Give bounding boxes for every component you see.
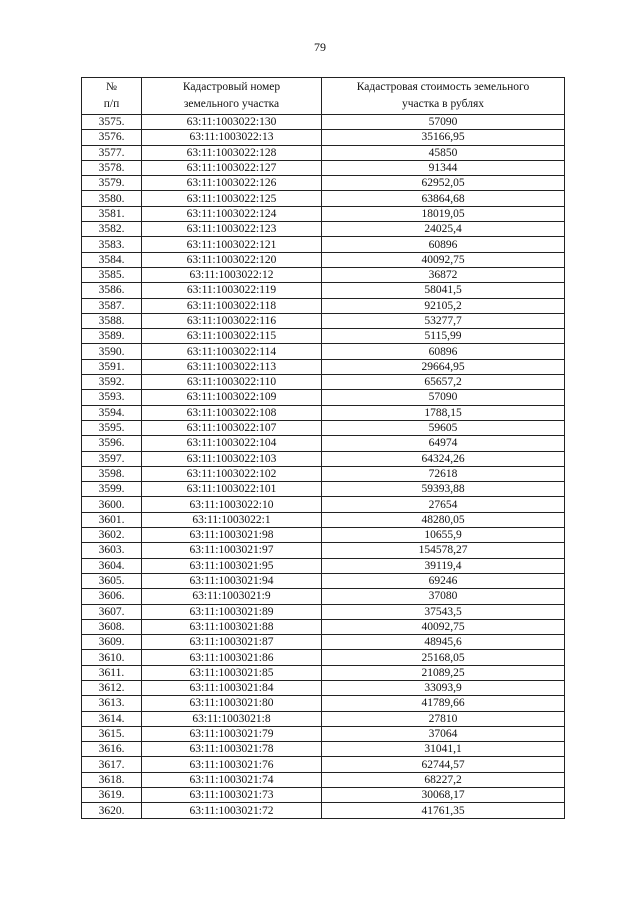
table-row (82, 390, 565, 405)
row-number-cell: 3616. (82, 742, 142, 757)
cadastral-value-cell: 10655,9 (322, 528, 565, 543)
row-number-cell: 3614. (82, 711, 142, 726)
cadastral-number-cell: 63:11:1003021:86 (142, 650, 322, 665)
cadastral-value-cell: 25168,05 (322, 650, 565, 665)
table-row (82, 604, 565, 619)
table-row (82, 497, 565, 512)
row-number-cell: 3586. (82, 283, 142, 298)
table-row (82, 558, 565, 573)
cadastral-value-cell: 40092,75 (322, 252, 565, 267)
cadastral-value-cell: 69246 (322, 573, 565, 588)
cadastral-number-cell: 63:11:1003022:126 (142, 176, 322, 191)
header-line: Кадастровый номер (182, 81, 281, 93)
cadastral-number-cell: 63:11:1003022:104 (142, 436, 322, 451)
cadastral-number-cell: 63:11:1003022:102 (142, 466, 322, 481)
table-row (82, 420, 565, 435)
cadastral-value-cell: 58041,5 (322, 283, 565, 298)
cadastral-number-cell: 63:11:1003022:101 (142, 482, 322, 497)
table-row (82, 329, 565, 344)
header-cadastral-value (322, 78, 565, 115)
header-line: № (106, 81, 117, 93)
row-number-cell: 3612. (82, 680, 142, 695)
table-row (82, 543, 565, 558)
cadastral-number-cell: 63:11:1003022:113 (142, 359, 322, 374)
table-row (82, 482, 565, 497)
cadastral-number-cell: 63:11:1003022:110 (142, 375, 322, 390)
cadastral-number-cell: 63:11:1003021:88 (142, 619, 322, 634)
cadastral-number-cell: 63:11:1003022:128 (142, 145, 322, 160)
row-number-cell: 3588. (82, 313, 142, 328)
row-number-cell: 3582. (82, 222, 142, 237)
row-number-cell: 3610. (82, 650, 142, 665)
table-row (82, 267, 565, 282)
table-row (82, 252, 565, 267)
cadastral-value-cell: 21089,25 (322, 665, 565, 680)
table-row (82, 130, 565, 145)
cadastral-value-cell: 64974 (322, 436, 565, 451)
cadastral-number-cell: 63:11:1003022:116 (142, 313, 322, 328)
cadastral-number-cell: 63:11:1003021:72 (142, 803, 322, 818)
table-row (82, 711, 565, 726)
row-number-cell: 3617. (82, 757, 142, 772)
row-number-cell: 3609. (82, 635, 142, 650)
cadastral-value-cell: 65657,2 (322, 375, 565, 390)
cadastral-number-cell: 63:11:1003022:12 (142, 267, 322, 282)
table-row (82, 665, 565, 680)
table-row (82, 451, 565, 466)
table-row (82, 528, 565, 543)
table-row (82, 680, 565, 695)
cadastral-number-cell: 63:11:1003022:124 (142, 206, 322, 221)
row-number-cell: 3576. (82, 130, 142, 145)
cadastral-number-cell: 63:11:1003021:89 (142, 604, 322, 619)
table-header-row (82, 78, 565, 115)
row-number-cell: 3607. (82, 604, 142, 619)
table-row (82, 772, 565, 787)
cadastral-number-cell: 63:11:1003021:98 (142, 528, 322, 543)
cadastral-number-cell: 63:11:1003021:78 (142, 742, 322, 757)
cadastral-number-cell: 63:11:1003021:84 (142, 680, 322, 695)
cadastral-number-cell: 63:11:1003022:1 (142, 512, 322, 527)
table-row (82, 206, 565, 221)
cadastral-number-cell: 63:11:1003022:10 (142, 497, 322, 512)
cadastral-number-cell: 63:11:1003021:80 (142, 696, 322, 711)
cadastral-value-cell: 41761,35 (322, 803, 565, 818)
table-row (82, 344, 565, 359)
header-line: Кадастровая стоимость земельного (356, 81, 530, 93)
row-number-cell: 3590. (82, 344, 142, 359)
table-row (82, 237, 565, 252)
cadastral-number-cell: 63:11:1003022:123 (142, 222, 322, 237)
row-number-cell: 3596. (82, 436, 142, 451)
cadastral-number-cell: 63:11:1003022:115 (142, 329, 322, 344)
cadastral-value-cell: 57090 (322, 390, 565, 405)
cadastral-number-cell: 63:11:1003021:85 (142, 665, 322, 680)
cadastral-value-cell: 37543,5 (322, 604, 565, 619)
row-number-cell: 3585. (82, 267, 142, 282)
row-number-cell: 3581. (82, 206, 142, 221)
cadastral-number-cell: 63:11:1003022:120 (142, 252, 322, 267)
cadastral-value-cell: 37064 (322, 726, 565, 741)
cadastral-number-cell: 63:11:1003022:125 (142, 191, 322, 206)
table-row (82, 650, 565, 665)
cadastral-number-cell: 63:11:1003021:8 (142, 711, 322, 726)
cadastral-number-cell: 63:11:1003022:108 (142, 405, 322, 420)
table-row (82, 359, 565, 374)
cadastral-number-cell: 63:11:1003022:114 (142, 344, 322, 359)
row-number-cell: 3613. (82, 696, 142, 711)
cadastral-value-cell: 92105,2 (322, 298, 565, 313)
table-row (82, 742, 565, 757)
row-number-cell: 3587. (82, 298, 142, 313)
cadastral-number-cell: 63:11:1003021:74 (142, 772, 322, 787)
table-body (82, 115, 565, 819)
row-number-cell: 3594. (82, 405, 142, 420)
cadastral-value-cell: 60896 (322, 237, 565, 252)
row-number-cell: 3602. (82, 528, 142, 543)
cadastral-value-cell: 48280,05 (322, 512, 565, 527)
cadastral-value-cell: 5115,99 (322, 329, 565, 344)
page-number: 79 (314, 40, 326, 54)
header-line: п/п (103, 98, 120, 110)
row-number-cell: 3584. (82, 252, 142, 267)
cadastral-value-cell: 40092,75 (322, 619, 565, 634)
table-row (82, 176, 565, 191)
row-number-cell: 3577. (82, 145, 142, 160)
cadastral-number-cell: 63:11:1003021:97 (142, 543, 322, 558)
cadastral-number-cell: 63:11:1003021:94 (142, 573, 322, 588)
row-number-cell: 3592. (82, 375, 142, 390)
cadastral-value-table (81, 77, 565, 819)
cadastral-value-cell: 39119,4 (322, 558, 565, 573)
table-row (82, 145, 565, 160)
row-number-cell: 3599. (82, 482, 142, 497)
cadastral-number-cell: 63:11:1003021:79 (142, 726, 322, 741)
row-number-cell: 3620. (82, 803, 142, 818)
row-number-cell: 3591. (82, 359, 142, 374)
cadastral-value-cell: 59605 (322, 420, 565, 435)
cadastral-value-cell: 63864,68 (322, 191, 565, 206)
cadastral-value-cell: 62952,05 (322, 176, 565, 191)
cadastral-number-cell: 63:11:1003022:109 (142, 390, 322, 405)
cadastral-value-cell: 33093,9 (322, 680, 565, 695)
row-number-cell: 3615. (82, 726, 142, 741)
cadastral-value-cell: 59393,88 (322, 482, 565, 497)
cadastral-number-cell: 63:11:1003022:13 (142, 130, 322, 145)
row-number-cell: 3600. (82, 497, 142, 512)
cadastral-number-cell: 63:11:1003021:95 (142, 558, 322, 573)
header-line: земельного участка (183, 98, 280, 110)
table-row (82, 757, 565, 772)
table-row (82, 573, 565, 588)
cadastral-number-cell: 63:11:1003022:121 (142, 237, 322, 252)
cadastral-value-cell: 31041,1 (322, 742, 565, 757)
row-number-cell: 3605. (82, 573, 142, 588)
cadastral-number-cell: 63:11:1003022:107 (142, 420, 322, 435)
cadastral-value-cell: 45850 (322, 145, 565, 160)
table-row (82, 512, 565, 527)
row-number-cell: 3575. (82, 115, 142, 130)
table-row (82, 619, 565, 634)
table-row (82, 191, 565, 206)
row-number-cell: 3597. (82, 451, 142, 466)
table-row (82, 115, 565, 130)
table-row (82, 283, 565, 298)
row-number-cell: 3606. (82, 589, 142, 604)
cadastral-value-cell: 62744,57 (322, 757, 565, 772)
row-number-cell: 3593. (82, 390, 142, 405)
cadastral-number-cell: 63:11:1003022:103 (142, 451, 322, 466)
row-number-cell: 3601. (82, 512, 142, 527)
row-number-cell: 3608. (82, 619, 142, 634)
cadastral-value-cell: 60896 (322, 344, 565, 359)
cadastral-number-cell: 63:11:1003021:87 (142, 635, 322, 650)
table-row (82, 788, 565, 803)
table-row (82, 589, 565, 604)
table-row (82, 803, 565, 818)
cadastral-number-cell: 63:11:1003021:76 (142, 757, 322, 772)
row-number-cell: 3604. (82, 558, 142, 573)
row-number-cell: 3611. (82, 665, 142, 680)
table-row (82, 375, 565, 390)
table-row (82, 298, 565, 313)
cadastral-number-cell: 63:11:1003021:73 (142, 788, 322, 803)
table-row (82, 436, 565, 451)
cadastral-value-cell: 27810 (322, 711, 565, 726)
row-number-cell: 3619. (82, 788, 142, 803)
cadastral-number-cell: 63:11:1003022:127 (142, 160, 322, 175)
cadastral-value-cell: 91344 (322, 160, 565, 175)
cadastral-value-cell: 18019,05 (322, 206, 565, 221)
cadastral-value-cell: 30068,17 (322, 788, 565, 803)
table-row (82, 160, 565, 175)
cadastral-value-cell: 53277,7 (322, 313, 565, 328)
cadastral-value-cell: 72618 (322, 466, 565, 481)
header-cadastral-number (142, 78, 322, 115)
row-number-cell: 3598. (82, 466, 142, 481)
row-number-cell: 3580. (82, 191, 142, 206)
cadastral-value-cell: 68227,2 (322, 772, 565, 787)
cadastral-number-cell: 63:11:1003022:118 (142, 298, 322, 313)
row-number-cell: 3618. (82, 772, 142, 787)
row-number-cell: 3578. (82, 160, 142, 175)
table-row (82, 405, 565, 420)
row-number-cell: 3583. (82, 237, 142, 252)
cadastral-value-cell: 48945,6 (322, 635, 565, 650)
cadastral-value-cell: 35166,95 (322, 130, 565, 145)
cadastral-value-cell: 24025,4 (322, 222, 565, 237)
table-row (82, 222, 565, 237)
cadastral-value-cell: 37080 (322, 589, 565, 604)
row-number-cell: 3589. (82, 329, 142, 344)
cadastral-value-cell: 27654 (322, 497, 565, 512)
table-row (82, 726, 565, 741)
table-row (82, 466, 565, 481)
cadastral-number-cell: 63:11:1003022:119 (142, 283, 322, 298)
cadastral-value-cell: 57090 (322, 115, 565, 130)
row-number-cell: 3595. (82, 420, 142, 435)
cadastral-value-cell: 29664,95 (322, 359, 565, 374)
table-row (82, 696, 565, 711)
cadastral-value-cell: 64324,26 (322, 451, 565, 466)
cadastral-value-cell: 154578,27 (322, 543, 565, 558)
header-line: участка в рублях (401, 98, 484, 110)
cadastral-value-cell: 1788,15 (322, 405, 565, 420)
cadastral-number-cell: 63:11:1003022:130 (142, 115, 322, 130)
cadastral-number-cell: 63:11:1003021:9 (142, 589, 322, 604)
table-row (82, 313, 565, 328)
row-number-cell: 3579. (82, 176, 142, 191)
cadastral-value-cell: 41789,66 (322, 696, 565, 711)
table-row (82, 635, 565, 650)
header-row-number (82, 78, 142, 115)
row-number-cell: 3603. (82, 543, 142, 558)
cadastral-value-cell: 36872 (322, 267, 565, 282)
